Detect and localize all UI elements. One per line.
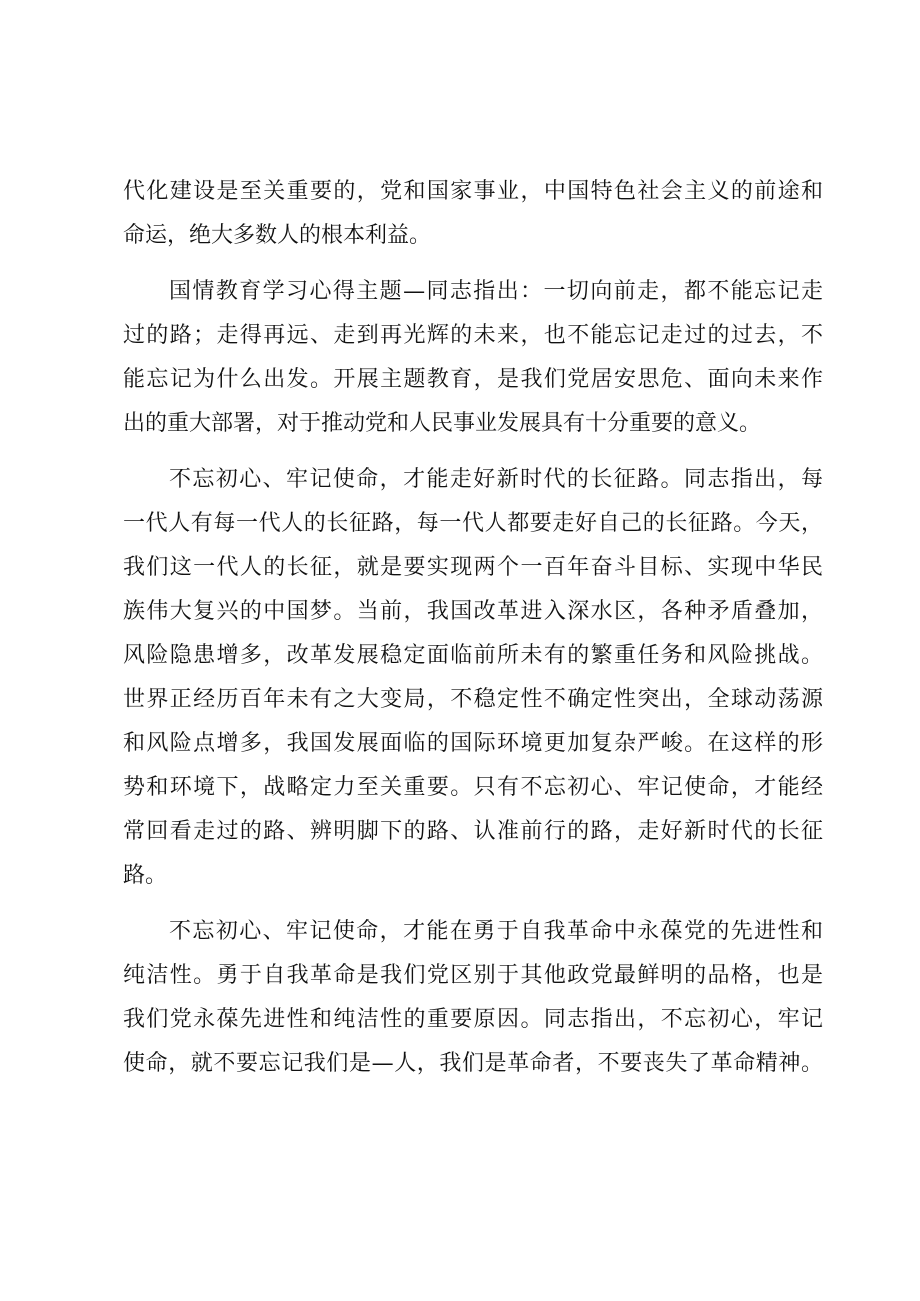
text-line: 命运，绝大多数人的根本利益。 xyxy=(123,223,432,248)
paragraph xyxy=(123,458,823,898)
document-body xyxy=(123,170,823,1086)
text-line: 能忘记为什么出发。开展主题教育，是我们党居安思危、面向未来作 xyxy=(123,367,823,392)
text-line: 势和环境下，战略定力至关重要。只有不忘初心、牢记使命，才能经 xyxy=(123,775,823,800)
text-line: 纯洁性。勇于自我革命是我们党区别于其他政党最鲜明的品格，也是 xyxy=(123,963,823,988)
text-line: 代化建设是至关重要的，党和国家事业，中国特色社会主义的前途和 xyxy=(123,179,823,204)
text-line: 不忘初心、牢记使命，才能走好新时代的长征路。同志指出，每 xyxy=(169,467,823,492)
text-line: 国情教育学习心得主题—同志指出：一切向前走，都不能忘记走 xyxy=(169,279,823,304)
text-line: 我们党永葆先进性和纯洁性的重要原因。同志指出，不忘初心，牢记 xyxy=(123,1007,823,1032)
text-line: 常回看走过的路、辨明脚下的路、认准前行的路，走好新时代的长征 xyxy=(123,819,823,844)
paragraph xyxy=(123,910,823,1086)
paragraph xyxy=(123,270,823,446)
text-line: 过的路；走得再远、走到再光辉的未来，也不能忘记走过的过去，不 xyxy=(123,323,823,348)
text-line: 一代人有每一代人的长征路，每一代人都要走好自己的长征路。今天， xyxy=(123,511,823,536)
text-line: 不忘初心、牢记使命，才能在勇于自我革命中永葆党的先进性和 xyxy=(169,919,823,944)
text-line: 我们这一代人的长征，就是要实现两个一百年奋斗目标、实现中华民 xyxy=(123,555,823,580)
paragraph xyxy=(123,170,823,258)
text-line: 路。 xyxy=(123,863,168,888)
text-line: 和风险点增多，我国发展面临的国际环境更加复杂严峻。在这样的形 xyxy=(123,731,823,756)
text-line: 风险隐患增多，改革发展稳定面临前所未有的繁重任务和风险挑战。 xyxy=(123,643,823,668)
text-line: 出的重大部署，对于推动党和人民事业发展具有十分重要的意义。 xyxy=(123,411,762,436)
text-line: 使命，就不要忘记我们是—人，我们是革命者，不要丧失了革命精神。 xyxy=(123,1051,823,1076)
text-line: 族伟大复兴的中国梦。当前，我国改革进入深水区，各种矛盾叠加， xyxy=(123,599,823,624)
text-line: 世界正经历百年未有之大变局，不稳定性不确定性突出，全球动荡源 xyxy=(123,687,823,712)
